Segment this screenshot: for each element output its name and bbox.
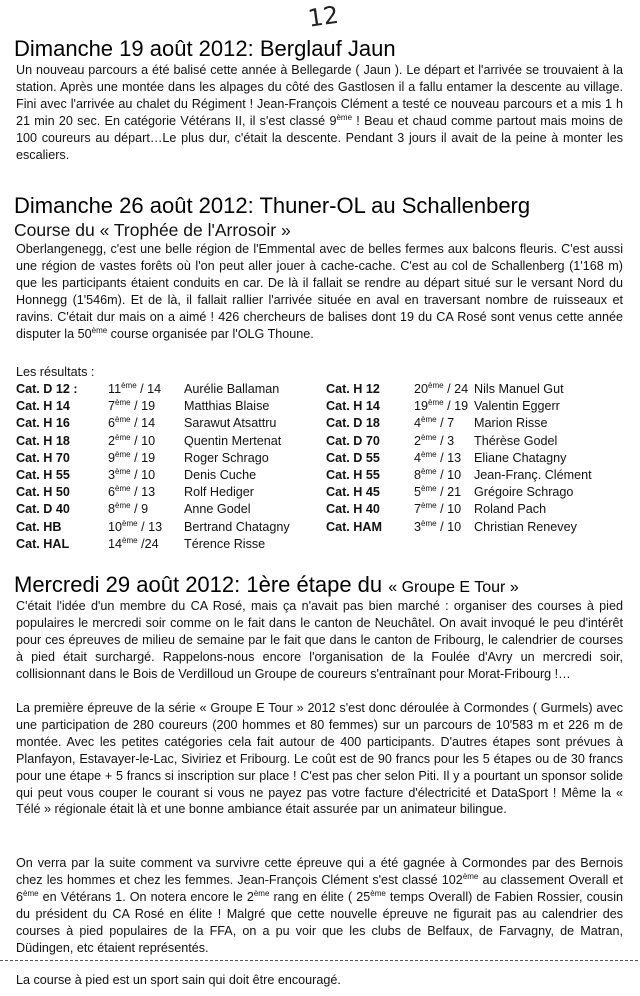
result-name: Roland Pach xyxy=(474,502,547,517)
result-rank: 8ème / 10 xyxy=(414,467,462,482)
result-category: Cat. HAM xyxy=(326,519,382,534)
result-name: Térence Risse xyxy=(184,536,266,551)
result-name: Rolf Hediger xyxy=(184,485,254,500)
result-row xyxy=(16,536,626,553)
result-rank: 20ème / 24 xyxy=(414,381,469,396)
result-category: Cat. D 18 xyxy=(326,416,380,431)
result-rank: 14ème /24 xyxy=(108,535,159,551)
result-row xyxy=(16,415,626,432)
fold-divider xyxy=(0,960,640,961)
section-subtitle-trophee: Course du « Trophée de l'Arrosoir » xyxy=(14,220,291,240)
paragraph-results: On verra par la suite comment va survivre cette épreuve qui a été gagnée à Cormondes par des Bernois chez les hommes et chez les femmes. Jean-François Clément s'est classé 102ème au classement Overall et 6ème en Vétérans 1. On notera encore le 2ème rang en élite ( 25ème temps Overall) de Fabien Rossier, cousin du président du CA Rosé en élite ! Malgré que cette nouvelle épreuve ne figurait pas au calendrier des courses à pied populaires de la FFA, on a pu voir que les clubs de Belfaux, de Farvagny, de Matran, Düdingen, etc étaient représentés. xyxy=(16,856,623,955)
paragraph-intro: C'était l'idée d'un membre du CA Rosé, mais ça n'avait pas bien marché : organiser des courses à pied populaires le mercredi soir comme on le fait dans le canton de Neuchâtel. On avait invoqué le peu d'intérêt pour ces épreuves de milieu de semaine par le fait que dans le canton de Fribourg, le calendrier de courses à pied était surchargé. Rappelons-nous encore l'organisation de la Foulée d'Avry un mercredi soir, collisionnant dans le Bois de Verdilloud un Groupe de coureurs s'entraînant pour Morat-Fribourg !… xyxy=(16,599,623,681)
result-category: Cat. D 70 xyxy=(326,433,380,448)
result-name: Quentin Mertenat xyxy=(184,433,282,448)
result-row xyxy=(16,398,626,415)
result-category: Cat. D 12 : xyxy=(16,382,78,396)
section-title-thuner-ol: Dimanche 26 août 2012: Thuner-OL au Schallenberg xyxy=(14,193,531,218)
result-category: Cat. H 45 xyxy=(326,485,380,500)
result-rank: 4ème / 7 xyxy=(414,415,455,431)
result-rank: 2ème / 3 xyxy=(414,432,455,448)
result-category: Cat. H 70 xyxy=(16,450,70,465)
result-name: Thérèse Godel xyxy=(474,433,558,448)
result-name: Christian Renevey xyxy=(474,519,577,534)
result-rank: 6ème / 14 xyxy=(108,415,156,431)
result-row xyxy=(16,484,626,501)
result-category: Cat. H 40 xyxy=(326,502,380,517)
result-category: Cat. D 40 xyxy=(16,502,70,517)
result-name: Grégoire Schrago xyxy=(474,485,574,500)
result-row xyxy=(16,519,626,536)
result-category: Cat. H 16 xyxy=(16,416,70,431)
result-row xyxy=(16,501,626,518)
result-rank: 5ème / 21 xyxy=(414,484,462,500)
result-name: Denis Cuche xyxy=(184,468,257,482)
result-rank: 19ème / 19 xyxy=(414,398,469,414)
result-rank: 3ème / 10 xyxy=(414,518,462,534)
results-label: Les résultats : xyxy=(16,365,95,379)
result-category: Cat. H 55 xyxy=(16,468,70,482)
result-category: Cat. HB xyxy=(16,519,62,534)
result-name: Matthias Blaise xyxy=(184,399,270,414)
result-rank: 8ème / 9 xyxy=(108,501,149,517)
result-name: Valentin Eggerr xyxy=(474,399,560,414)
result-rank: 6ème / 13 xyxy=(108,484,156,500)
result-rank: 7ème / 10 xyxy=(414,501,462,517)
result-rank: 4ème / 13 xyxy=(414,449,462,465)
result-name: Anne Godel xyxy=(184,502,251,517)
result-rank: 10ème / 13 xyxy=(108,518,163,534)
result-category: Cat. H 55 xyxy=(326,468,380,482)
result-category: Cat. H 14 xyxy=(326,399,380,414)
result-name: Nils Manuel Gut xyxy=(474,382,564,396)
result-rank: 7ème / 19 xyxy=(108,398,156,414)
result-name: Marion Risse xyxy=(474,416,548,431)
closing-sentence: La course à pied est un sport sain qui doit être encouragé. xyxy=(16,973,341,987)
result-row xyxy=(16,433,626,450)
result-rank: 9ème / 19 xyxy=(108,449,156,465)
result-category: Cat. HAL xyxy=(16,536,70,551)
section-title-groupe-e-tour: Mercredi 29 août 2012: 1ère étape du « Groupe E Tour » xyxy=(14,572,519,597)
result-name: Jean-Franç. Clément xyxy=(474,468,592,482)
section-text-thuner-ol: Oberlangenegg, c'est une belle région de l'Emmental avec de belles fermes aux balcons fleuris. C'est aussi une région de vastes forêts où l'on peut aller jouer à cache-cache. C'est au col de Schallenberg (1'168 m) que les participants étaient conduits en car. De là il fallait se rendre au départ situé sur le versant Nord du Honnegg (1'546m). Et de là, il fallait rallier l'arrivée située en aval en traversant nombre de ruisseaux et ravins. C'était dur mais on a aimé ! 426 chercheurs de balises dont 19 du CA Rosé sont venus cette année disputer la 50ème course organisée par l'OLG Thoune. xyxy=(16,242,623,341)
result-name: Aurélie Ballaman xyxy=(184,382,280,396)
result-rank: 2ème / 10 xyxy=(108,432,156,448)
result-name: Bertrand Chatagny xyxy=(184,519,290,534)
result-rank: 11ème / 14 xyxy=(108,381,162,396)
result-row xyxy=(16,381,626,398)
result-name: Sarawut Atsattru xyxy=(184,416,277,431)
result-rank: 3ème / 10 xyxy=(108,467,156,482)
result-row xyxy=(16,450,626,467)
result-category: Cat. H 50 xyxy=(16,485,70,500)
section-title-berglauf: Dimanche 19 août 2012: Berglauf Jaun xyxy=(14,36,396,61)
paragraph-first-stage: La première épreuve de la série « Groupe E Tour » 2012 s'est donc déroulée à Cormondes ( Gurmels) avec une participation de 280 coureurs (200 hommes et 80 femmes) sur un parcours de 10'583 m et 226 m de montée. Avec les petites catégories cela fait autour de 400 participants. D'autres étapes sont prévues à Planfayon, Estavayer-le-Lac, Siviriez et Fribourg. Le coût est de 90 francs pour les 5 étapes ou de 30 francs pour une étape + 5 francs si inscription sur place ! C'est pas cher selon Piti. Il y a pourtant un sponsor solide qui peut vous couper le courant si vous ne payez pas votre facture d'électricité et DataSport ! Même la « Télé » régionale était là et une bonne ambiance était assurée par un animateur bilingue. xyxy=(16,701,623,817)
result-category: Cat. H 18 xyxy=(16,433,70,448)
result-category: Cat. D 55 xyxy=(326,450,380,465)
page-number: 12 xyxy=(306,0,341,33)
result-name: Eliane Chatagny xyxy=(474,450,567,465)
result-category: Cat. H 12 xyxy=(326,382,380,396)
section-text-berglauf: Un nouveau parcours a été balisé cette année à Bellegarde ( Jaun ). Le départ et l'arrivée se trouvaient à la station. Après une montée dans les alpages du côté des Gastlosen il a fallu entamer la descente au village. Fini avec l'arrivée au chalet du Régiment ! Jean-François Clément a testé ce nouveau parcours et a mis 1 h 21 min 20 sec. En catégorie Vétérans II, il s'est classé 9ème ! Beau et chaud comme partout mais moins de 100 coureurs au départ…Le plus dur, c'était la descente. Pendant 3 jours il avait de la peine à monter les escaliers. xyxy=(16,63,623,162)
result-name: Roger Schrago xyxy=(184,450,269,465)
result-row xyxy=(16,467,626,484)
result-category: Cat. H 14 xyxy=(16,399,70,414)
